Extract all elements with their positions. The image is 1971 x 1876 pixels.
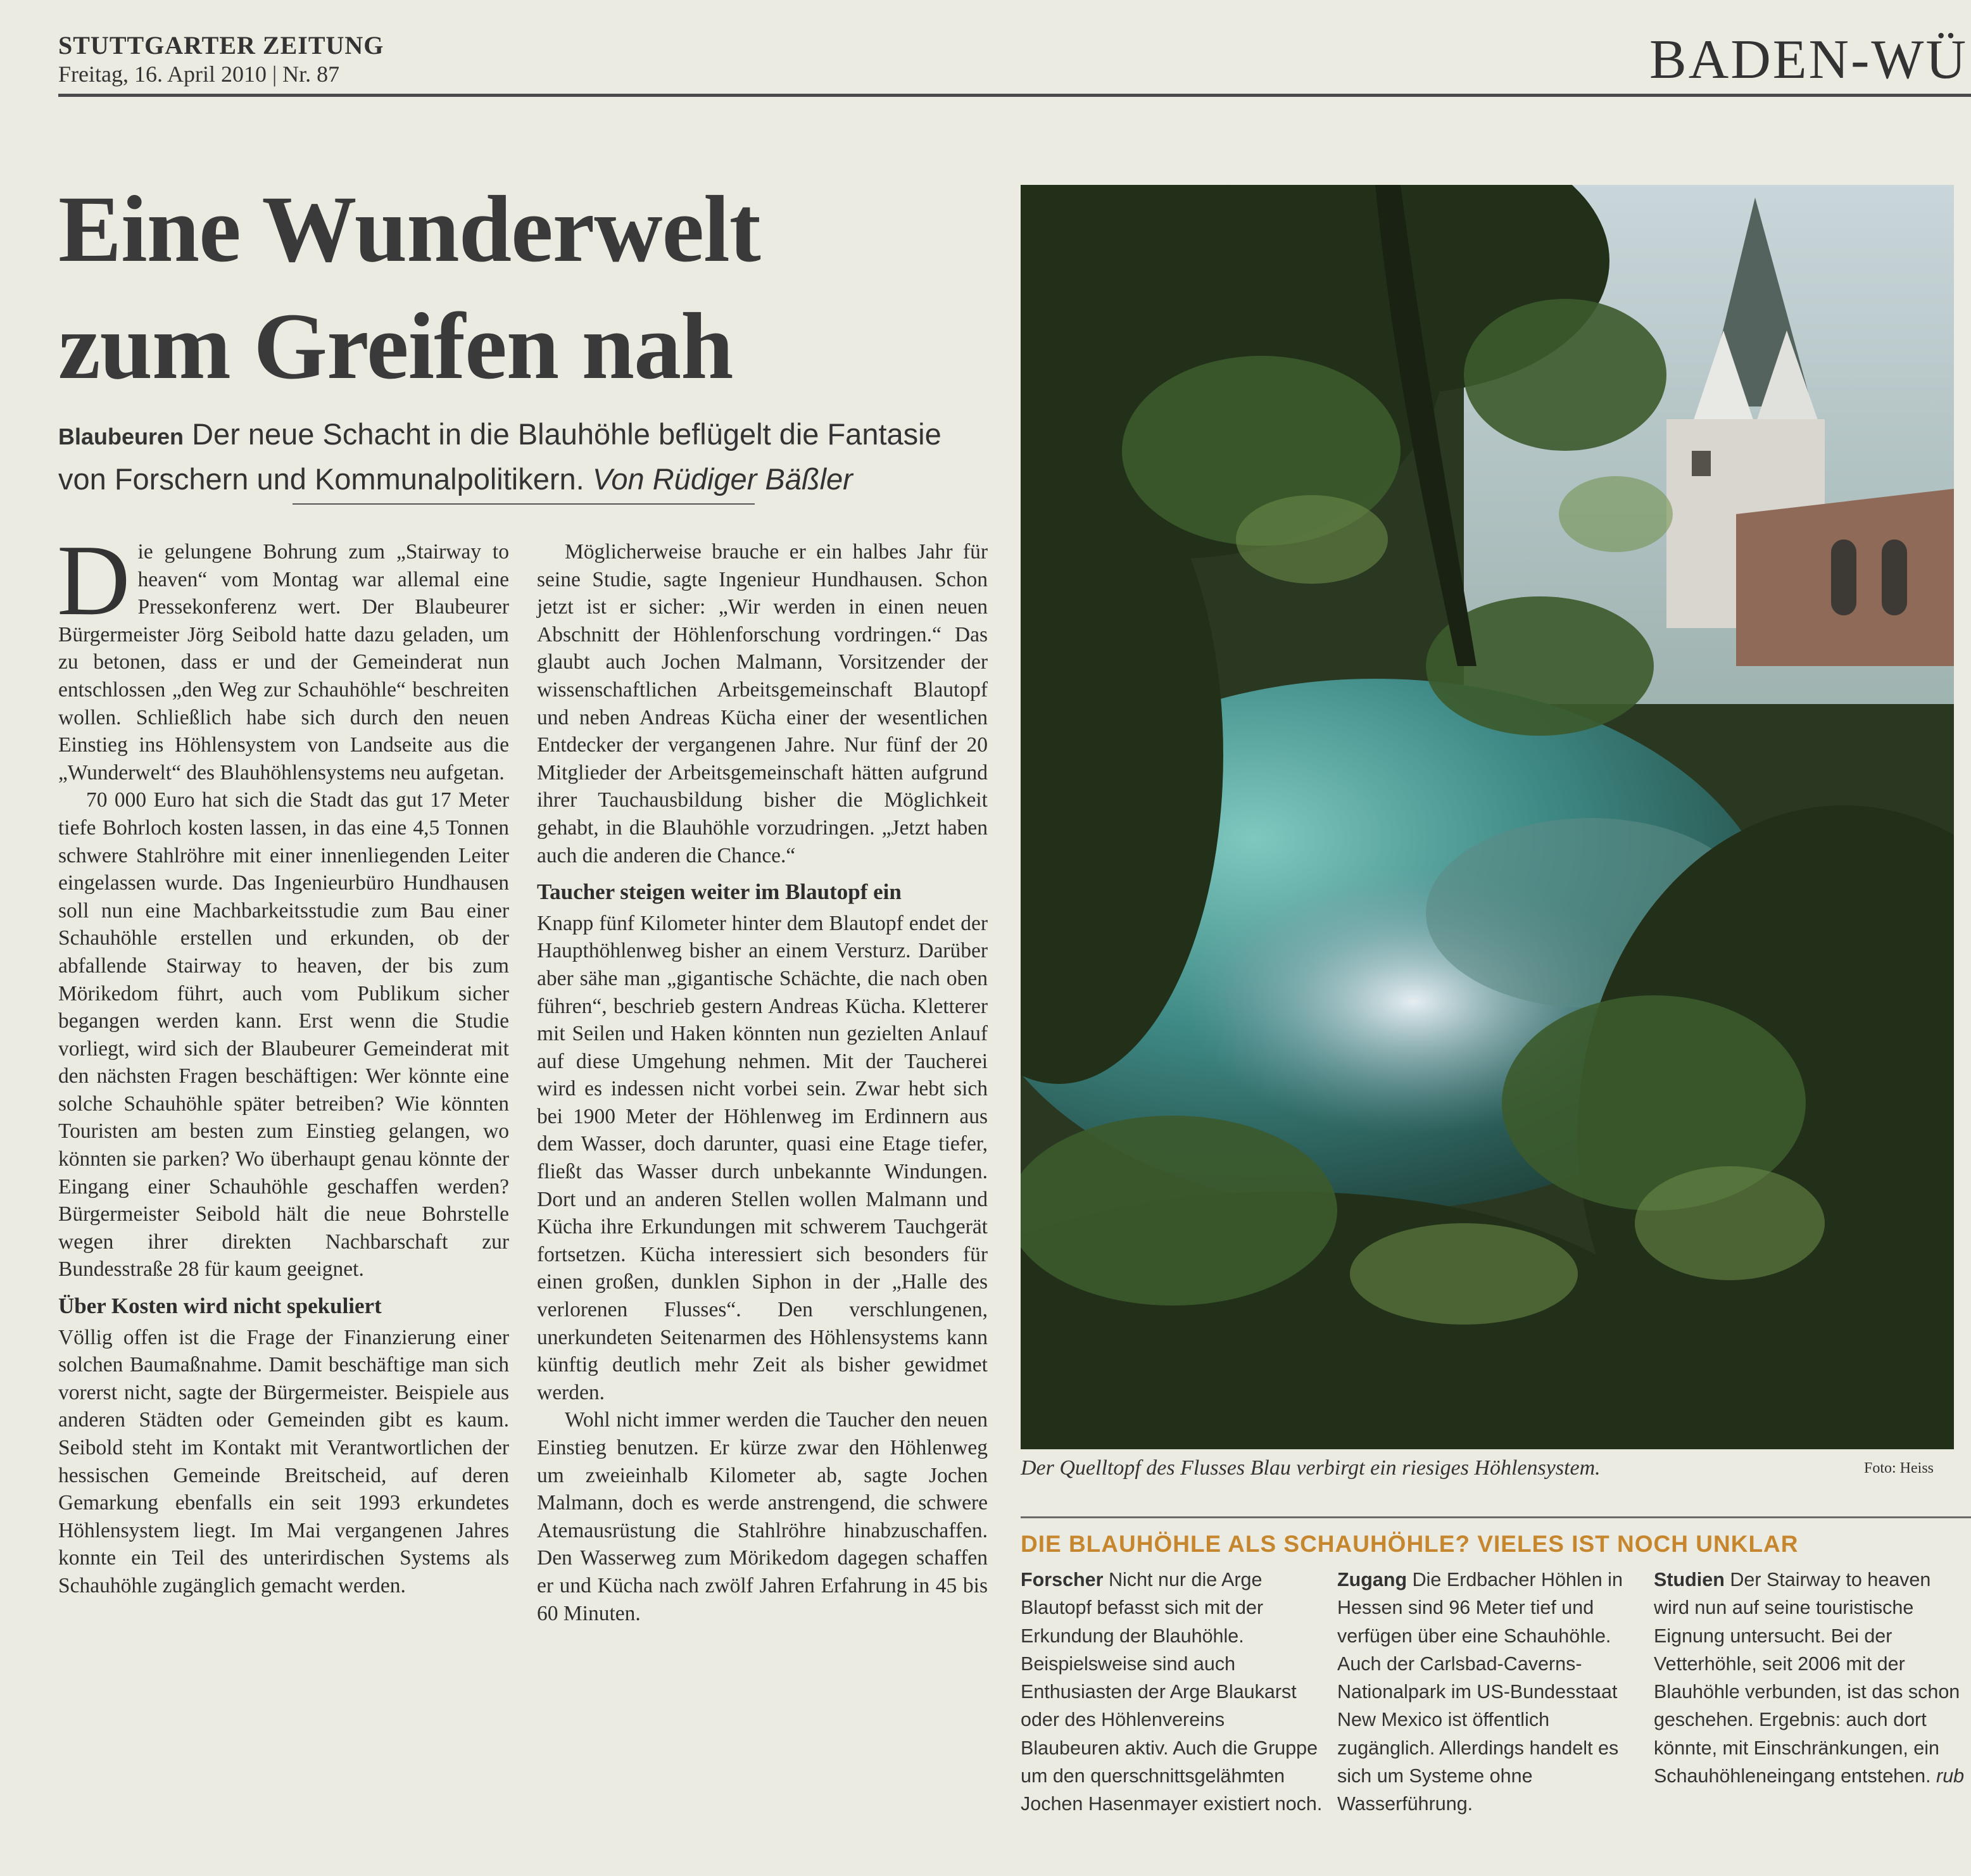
deck-kicker: Blaubeuren	[58, 424, 184, 450]
headline-line-2: zum Greifen nah	[58, 294, 733, 399]
subheading: Über Kosten wird nicht spekuliert	[58, 1294, 382, 1319]
headline-line-1: Eine Wunderwelt	[58, 177, 760, 282]
deck-rule	[293, 503, 755, 505]
paragraph-text: ie gelungene Bohrung zum „Stairway to heaven“ vom Montag war allemal eine Pressekonferenz wert. Der Blaubeurer Bürgermeister Jörg Seibold hatte dazu geladen, um zu betonen, dass er und der Gemeinderat nun entschlossen „den Weg zur Schauhöhle“ beschreiten wollen. Schließlich habe sich durch den neuen Einstieg ins Höhlensystem von Landseite aus die „Wunderwelt“ des Blauhöhlensystems neu aufgetan.	[58, 540, 509, 784]
article-column-2	[537, 538, 988, 1627]
blautopf-photo-illustration	[1021, 185, 1954, 1449]
issue-date: Freitag, 16. April 2010 | Nr. 87	[58, 61, 340, 87]
paragraph: 70 000 Euro hat sich die Stadt das gut 17 Meter tiefe Bohrloch kosten lassen, in das eine 4,5 Tonnen schwere Stahlröhre mit einer innenliegenden Leiter eingelassen wurde. Das Ingenieurbüro Hundhausen soll nun eine Machbarkeitsstudie zum Bau einer Schauhöhle erstellen und erkunden, ob der abfallende Stairway to heaven, der bis zum Mörikedom führt, auch vom Publikum sicher begangen werden kann. Erst wenn die Studie vorliegt, wird sich der Blaubeurer Gemeinderat mit den nächsten Fragen beschäftigen: Wer könnte eine solche Schauhöhle später betreiben? Wie könnten Touristen am besten zum Einstieg gelangen, wo könnten sie parken? Wo überhaupt genau könnte der Eingang einer Schauhöhle geschaffen werden? Bürgermeister Seibold hält die neue Bohrstelle wegen ihrer direkten Nachbarschaft zur Bundesstraße 28 für kaum geeignet.	[58, 788, 509, 1281]
infobox-label: Zugang	[1337, 1569, 1407, 1590]
article-photo	[1021, 185, 1954, 1449]
infobox-text: Die Erdbacher Höhlen in Hessen sind 96 Meter tief und verfügen über eine Schauhöhle. Auch der Carlsbad-Caverns-Nationalpark im US-Bundesstaat New Mexico ist öffentlich zugänglich. Allerdings handelt es sich um Systeme ohne Wasserführung.	[1337, 1569, 1623, 1815]
paragraph: Völlig offen ist die Frage der Finanzierung einer solchen Baumaßnahme. Damit beschäftige man sich vorerst nicht, sagte der Bürgermeister. Beispiele aus anderen Städten oder Gemeinden gibt es kaum. Seibold steht im Kontakt mit Verantwortlichen der hessischen Gemeinde Breitscheid, auf deren Gemarkung ebenfalls ein seit 1993 erkundetes Höhlensystem liegt. Im Mai vergangenen Jahres konnte ein Teil des unterirdischen Systems als Schauhöhle zugänglich gemacht werden.	[58, 1325, 509, 1597]
article-column-1	[57, 524, 509, 1600]
infobox-rule	[1021, 1516, 1971, 1518]
infobox-column-studien	[1654, 1566, 1970, 1790]
article-headline	[58, 171, 995, 405]
subheading: Taucher steigen weiter im Blautopf ein	[537, 879, 902, 905]
infobox-text: Nicht nur die Arge Blautopf befasst sich mit der Erkundung der Blauhöhle. Beispielsweise sind auch Enthusiasten der Arge Blaukarst oder des Höhlenvereins Blaubeuren aktiv. Auch die Gruppe um den querschnittsgelähmten Jochen Hasenmayer existiert noch.	[1021, 1569, 1323, 1815]
infobox-title: DIE BLAUHÖHLE ALS SCHAUHÖHLE? VIELES IST NOCH UNKLAR	[1021, 1531, 1799, 1557]
infobox-text: Der Stairway to heaven wird nun auf seine touristische Eignung untersucht. Bei der Vetterhöhle, seit 2006 mit der Blauhöhle verbunden, ist das schon geschehen. Ergebnis: auch dort könnte, mit Einschränkungen, ein Schauhöhleneingang entstehen.	[1654, 1569, 1960, 1787]
infobox-column-zugang	[1337, 1566, 1641, 1818]
photo-caption: Der Quelltopf des Flusses Blau verbirgt ein riesiges Höhlensystem.	[1021, 1456, 1601, 1480]
masthead-rule	[58, 94, 1971, 97]
newspaper-name: STUTTGARTER ZEITUNG	[58, 31, 384, 60]
infobox-column-forscher	[1021, 1566, 1325, 1818]
author-initials: rub	[1936, 1765, 1965, 1787]
deck-text: Der neue Schacht in die Blauhöhle beflügelt die Fantasie von Forschern und Kommunalpolitikern.	[58, 417, 941, 496]
article-deck	[58, 413, 995, 500]
infobox-label: Studien	[1654, 1569, 1725, 1590]
infobox-label: Forscher	[1021, 1569, 1104, 1590]
paragraph: Wohl nicht immer werden die Taucher den neuen Einstieg benutzen. Er kürze zwar den Höhlenweg um zweieinhalb Kilometer ab, sagte Jochen Malmann, doch es werde anstrengend, die schwere Atemausrüstung die Stahlröhre hinabzuschaffen. Den Wasserweg zum Mörikedom dagegen schaffen er und Kücha nach zwölf Jahren Erfahrung in 45 bis 60 Minuten.	[537, 1408, 988, 1625]
photo-credit: Foto: Heiss	[1864, 1460, 1934, 1476]
drop-cap: D	[57, 524, 130, 636]
paragraph: Möglicherweise brauche er ein halbes Jahr für seine Studie, sagte Ingenieur Hundhausen. Schon jetzt ist er sicher: „Wir werden in einen neuen Abschnitt der Höhlenforschung vordringen.“ Das glaubt auch Jochen Malmann, Vorsitzender der wissenschaftlichen Arbeitsgemeinschaft Blautopf und neben Andreas Kücha einer der wesentlichen Entdecker der vergangenen Jahre. Nur fünf der 20 Mitglieder der Arbeitsgemeinschaft hätten aufgrund ihrer Tauchausbildung bisher die Möglichkeit gehabt, in die Blauhöhle vorzudringen. „Jetzt haben auch die anderen die Chance.“	[537, 540, 988, 867]
paragraph: Knapp fünf Kilometer hinter dem Blautopf endet der Haupthöhlenweg bisher an einem Versturz. Darüber aber sähe man „gigantische Schächte, die nach oben führen“, beschrieb gestern Andreas Kücha. Kletterer mit Seilen und Haken könnten nun gezielten Anlauf auf diese Umgehung nehmen. Mit der Taucherei wird es indessen nicht vorbei sein. Zwar hebt sich bei 1900 Meter der Höhlenweg im Erdinnern aus dem Wasser, doch darunter, quasi eine Etage tiefer, fließt das Wasser durch unbekannte Windungen. Dort und an anderen Stellen wollen Malmann und Kücha ihre Erkundungen mit schwerem Tauchgerät fortsetzen. Kücha interessiert sich besonders für einen großen, dunklen Siphon in der „Halle des verlorenen Flusses“. Den verschlungenen, unerkundeten Seitenarmen des Höhlensystems kann künftig deutlich mehr Zeit als bisher gewidmet werden.	[537, 911, 988, 1404]
section-title: BADEN-WÜ	[1649, 29, 1968, 91]
paragraph	[57, 524, 509, 786]
byline: Von Rüdiger Bäßler	[592, 462, 853, 496]
